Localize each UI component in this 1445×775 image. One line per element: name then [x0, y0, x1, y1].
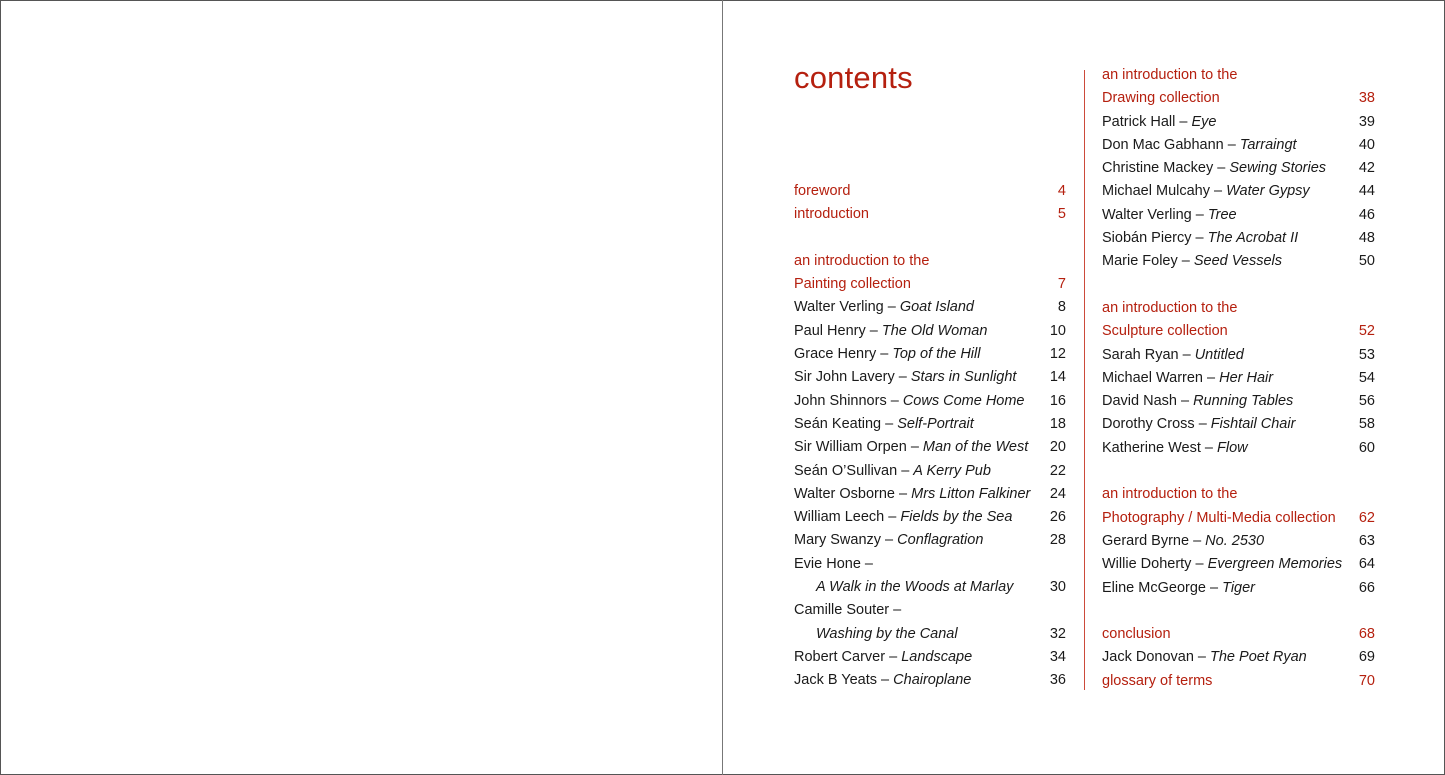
page-number: 50	[1358, 253, 1375, 270]
toc-entry-continued[interactable]: A Walk in the Woods at Marlay 30	[816, 579, 1066, 596]
separator: –	[897, 462, 914, 479]
separator: –	[1189, 532, 1206, 549]
work-title: Seed Vessels	[1193, 253, 1283, 270]
separator: –	[1213, 160, 1230, 177]
toc-entry[interactable]	[794, 669, 1066, 692]
page-number: 44	[1358, 183, 1375, 200]
artist-name: Michael Warren	[1102, 369, 1203, 386]
separator: –	[1223, 136, 1240, 153]
toc-entry[interactable]: Evie Hone –	[794, 555, 873, 572]
page-number: 53	[1358, 346, 1375, 363]
toc-entry[interactable]	[794, 646, 1066, 669]
separator: –	[1178, 346, 1195, 363]
artist-name: Willie Doherty	[1102, 556, 1192, 573]
toc-entry[interactable]	[794, 390, 1066, 413]
toc-entry[interactable]	[794, 343, 1066, 366]
artist-name: Marie Foley	[1102, 253, 1178, 270]
toc-entry-introduction[interactable]: introduction 5	[794, 206, 1066, 223]
separator: –	[1177, 253, 1194, 270]
toc-entry[interactable]	[794, 483, 1066, 506]
toc-entry[interactable]	[1102, 390, 1375, 413]
artist-name: Siobán Piercy	[1102, 230, 1192, 247]
section-heading-drawing[interactable]: an introduction to the	[1102, 67, 1238, 83]
toc-entry[interactable]: Jack Donovan – The Poet Ryan 69	[1102, 649, 1375, 666]
separator: –	[865, 322, 882, 339]
artist-name: Patrick Hall	[1102, 113, 1176, 130]
separator: –	[884, 509, 901, 526]
work-title: Tiger	[1222, 579, 1256, 596]
artist-name: Walter Verling	[1102, 206, 1192, 223]
page-number: 14	[1049, 369, 1066, 386]
painting-entries-tail	[794, 646, 1066, 693]
toc-entry[interactable]	[1102, 577, 1375, 600]
section-heading-drawing-line2[interactable]: Drawing collection 38	[1102, 90, 1375, 107]
page-number: 48	[1358, 230, 1375, 247]
page-number: 12	[1049, 346, 1066, 363]
work-title: Man of the West	[922, 439, 1029, 456]
photography-entries	[1102, 530, 1375, 600]
separator: –	[886, 392, 903, 409]
separator: –	[1200, 439, 1217, 456]
separator: –	[1191, 230, 1208, 247]
work-title: Eye	[1191, 113, 1217, 130]
page-number: 39	[1358, 113, 1375, 130]
separator: –	[1191, 206, 1208, 223]
separator: –	[885, 648, 902, 665]
page-number: 58	[1358, 416, 1375, 433]
artist-name: Eline McGeorge	[1102, 579, 1206, 596]
left-column	[794, 180, 1066, 693]
toc-entry[interactable]	[1102, 413, 1375, 436]
work-title: Running Tables	[1193, 393, 1294, 410]
toc-entry[interactable]	[794, 366, 1066, 389]
page-number: 34	[1049, 648, 1066, 665]
column-divider	[1084, 70, 1085, 690]
page-number: 10	[1049, 322, 1066, 339]
artist-name: Grace Henry	[794, 346, 877, 363]
work-title: The Old Woman	[881, 322, 988, 339]
page-number: 46	[1358, 206, 1375, 223]
section-heading-photography-line2[interactable]: Photography / Multi-Media collection 62	[1102, 509, 1375, 526]
work-title: Her Hair	[1219, 369, 1274, 386]
toc-entry[interactable]	[1102, 157, 1375, 180]
section-heading-painting-line2[interactable]: Painting collection 7	[794, 276, 1066, 293]
separator: –	[883, 299, 900, 316]
artist-name: Don Mac Gabhann	[1102, 136, 1224, 153]
page-number: 28	[1049, 532, 1066, 549]
artist-name: Jack B Yeats	[794, 672, 878, 689]
artist-name: Sarah Ryan	[1102, 346, 1179, 363]
book-spine	[722, 0, 723, 775]
artist-name: Walter Verling	[794, 299, 884, 316]
work-title: Goat Island	[899, 299, 975, 316]
page-number: 24	[1049, 485, 1066, 502]
artist-name: William Leech	[794, 509, 885, 526]
page-number: 54	[1358, 369, 1375, 386]
work-title: Flow	[1217, 439, 1248, 456]
separator: –	[895, 485, 912, 502]
work-title: Fields by the Sea	[900, 509, 1013, 526]
toc-entry[interactable]: Camille Souter –	[794, 602, 902, 619]
work-title: Sewing Stories	[1229, 160, 1327, 177]
work-title: The Acrobat II	[1207, 230, 1299, 247]
artist-name: Paul Henry	[794, 322, 866, 339]
toc-entry-conclusion[interactable]: conclusion 68	[1102, 626, 1375, 643]
separator: –	[1210, 183, 1227, 200]
toc-entry[interactable]	[1102, 134, 1375, 157]
page-number: 42	[1358, 160, 1375, 177]
page-number: 40	[1358, 136, 1375, 153]
work-title: Stars in Sunlight	[910, 369, 1017, 386]
toc-entry[interactable]	[1102, 227, 1375, 250]
drawing-entries	[1102, 111, 1375, 274]
work-title: Mrs Litton Falkiner	[911, 485, 1031, 502]
section-heading-sculpture[interactable]: an introduction to the	[1102, 299, 1238, 316]
separator: –	[894, 369, 911, 386]
toc-entry[interactable]	[1102, 344, 1375, 367]
separator: –	[876, 346, 893, 363]
work-title: Conflagration	[897, 532, 984, 549]
section-heading-sculpture-line2[interactable]: Sculpture collection 52	[1102, 323, 1375, 340]
work-title: Water Gypsy	[1226, 183, 1310, 200]
artist-name: Robert Carver	[794, 648, 886, 665]
toc-entry[interactable]	[1102, 367, 1375, 390]
toc-entry[interactable]	[794, 436, 1066, 459]
toc-entry[interactable]	[794, 413, 1066, 436]
work-title: A Kerry Pub	[913, 462, 991, 479]
artist-name: Christine Mackey	[1102, 160, 1214, 177]
toc-entry[interactable]	[1102, 250, 1375, 273]
toc-entry[interactable]	[1102, 553, 1375, 576]
artist-name: Sir William Orpen	[794, 439, 907, 456]
work-title: Self-Portrait	[897, 415, 974, 432]
separator: –	[906, 439, 923, 456]
toc-entry[interactable]	[794, 320, 1066, 343]
separator: –	[1205, 579, 1223, 596]
page-number: 16	[1049, 392, 1066, 409]
page-number: 63	[1358, 532, 1375, 549]
separator: –	[1191, 556, 1208, 573]
page-number: 36	[1049, 672, 1066, 689]
separator: –	[881, 532, 898, 549]
work-title: No. 2530	[1205, 532, 1265, 549]
artist-name: Walter Osborne	[794, 485, 895, 502]
artist-name: Seán O’Sullivan	[794, 462, 898, 479]
toc-entry[interactable]	[1102, 204, 1375, 227]
toc-entry[interactable]	[794, 460, 1066, 483]
page-number: 66	[1358, 579, 1375, 596]
toc-entry-continued[interactable]: Washing by the Canal 32	[816, 625, 1066, 642]
work-title: Cows Come Home	[902, 392, 1025, 409]
page-number: 60	[1358, 439, 1375, 456]
sculpture-entries	[1102, 344, 1375, 460]
toc-entry[interactable]	[794, 529, 1066, 552]
painting-entries	[794, 296, 1066, 552]
toc-entry[interactable]	[794, 506, 1066, 529]
work-title: Evergreen Memories	[1207, 556, 1343, 573]
toc-entry[interactable]	[794, 296, 1066, 319]
work-title: Fishtail Chair	[1210, 416, 1296, 433]
separator: –	[1194, 416, 1211, 433]
right-column	[1102, 64, 1375, 693]
page-number: 8	[1057, 299, 1066, 316]
toc-entry[interactable]	[1102, 437, 1375, 460]
artist-name: Michael Mulcahy	[1102, 183, 1210, 200]
artist-name: Katherine West	[1102, 439, 1201, 456]
page-number: 26	[1049, 509, 1066, 526]
artist-name: Sir John Lavery	[794, 369, 895, 386]
separator: –	[1175, 113, 1192, 130]
separator: –	[881, 415, 898, 432]
toc-entry[interactable]	[1102, 530, 1375, 553]
separator: –	[1176, 393, 1194, 410]
artist-name: Mary Swanzy	[794, 532, 882, 549]
work-title: Landscape	[901, 648, 973, 665]
work-title: Top of the Hill	[892, 346, 981, 363]
work-title: Chairoplane	[893, 672, 972, 689]
contents-title: contents	[794, 60, 913, 95]
work-title: Tree	[1207, 206, 1237, 223]
toc-entry[interactable]	[1102, 180, 1375, 203]
toc-entry-foreword[interactable]: foreword 4	[794, 183, 1066, 199]
page-number: 64	[1358, 556, 1375, 573]
separator: –	[1203, 369, 1220, 386]
work-title: Tarraingt	[1239, 136, 1297, 153]
artist-name: Dorothy Cross	[1102, 416, 1195, 433]
page-number: 20	[1049, 439, 1066, 456]
section-heading-painting[interactable]: an introduction to the	[794, 252, 930, 269]
page-number: 22	[1049, 462, 1066, 479]
toc-entry-glossary[interactable]: glossary of terms 70	[1102, 672, 1375, 689]
toc-entry[interactable]	[1102, 111, 1375, 134]
section-heading-photography[interactable]: an introduction to the	[1102, 486, 1238, 503]
page-number: 56	[1358, 393, 1375, 410]
work-title: Untitled	[1194, 346, 1244, 363]
artist-name: Gerard Byrne	[1102, 532, 1190, 549]
artist-name: David Nash	[1102, 393, 1177, 410]
separator: –	[877, 672, 894, 689]
artist-name: John Shinnors	[794, 392, 887, 409]
artist-name: Seán Keating	[794, 415, 882, 432]
page-number: 18	[1049, 415, 1066, 432]
